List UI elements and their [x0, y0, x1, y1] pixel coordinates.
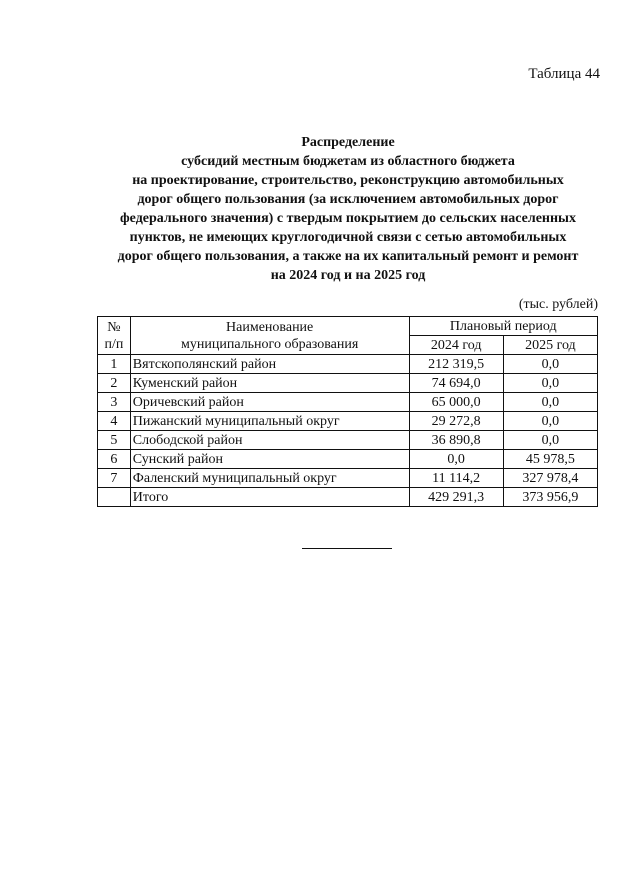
row-num: 2 [98, 374, 131, 393]
row-num: 1 [98, 355, 131, 374]
row-num: 4 [98, 412, 131, 431]
row-name: Слободской район [130, 431, 409, 450]
total-2024: 429 291,3 [409, 488, 503, 507]
row-2024: 29 272,8 [409, 412, 503, 431]
units-label: (тыс. рублей) [518, 297, 598, 312]
header-num-line1: № [107, 319, 121, 335]
header-year-2025: 2025 год [503, 336, 597, 355]
row-num: 7 [98, 469, 131, 488]
header-period: Плановый период [409, 317, 597, 336]
title-line: Распределение [301, 135, 395, 150]
row-num: 3 [98, 393, 131, 412]
row-2025: 327 978,4 [503, 469, 597, 488]
header-num-line2: п/п [104, 336, 124, 352]
row-2024: 212 319,5 [409, 355, 503, 374]
row-2024: 11 114,2 [409, 469, 503, 488]
row-2025: 0,0 [503, 412, 597, 431]
title-line: субсидий местным бюджетам из областного бюджета [181, 154, 515, 169]
row-name: Оричевский район [130, 393, 409, 412]
row-num: 5 [98, 431, 131, 450]
total-name: Итого [130, 488, 409, 507]
total-2025: 373 956,9 [503, 488, 597, 507]
row-num: 6 [98, 450, 131, 469]
table-row [98, 393, 598, 412]
row-2024: 74 694,0 [409, 374, 503, 393]
header-name [130, 317, 409, 355]
table-row [98, 450, 598, 469]
table-row [98, 469, 598, 488]
header-name-line2: муниципального образования [181, 336, 359, 352]
row-name: Вятскополянский район [130, 355, 409, 374]
row-2025: 0,0 [503, 355, 597, 374]
row-2025: 0,0 [503, 431, 597, 450]
table-row [98, 412, 598, 431]
document-title [96, 133, 600, 285]
row-2024: 0,0 [409, 450, 503, 469]
header-name-line1: Наименование [226, 319, 314, 335]
total-num [98, 488, 131, 507]
title-line: на 2024 год и на 2025 год [270, 268, 426, 283]
subsidy-table [97, 316, 598, 507]
row-2025: 0,0 [503, 393, 597, 412]
title-line: федерального значения) с твердым покрытием до сельских населенных [119, 211, 576, 226]
title-line: пунктов, не имеющих круглогодичной связи с сетью автомобильных [129, 230, 567, 245]
row-2025: 45 978,5 [503, 450, 597, 469]
title-line: дорог общего пользования (за исключением автомобильных дорог [137, 192, 559, 207]
footer-divider [302, 548, 392, 549]
row-2024: 65 000,0 [409, 393, 503, 412]
row-name: Сунский район [130, 450, 409, 469]
table-row [98, 431, 598, 450]
title-line: на проектирование, строительство, реконструкцию автомобильных [132, 173, 564, 188]
header-num [98, 317, 131, 355]
row-name: Пижанский муниципальный округ [130, 412, 409, 431]
table-row [98, 374, 598, 393]
row-2024: 36 890,8 [409, 431, 503, 450]
table-row [98, 355, 598, 374]
header-year-2024: 2024 год [409, 336, 503, 355]
table-total-row [98, 488, 598, 507]
row-name: Куменский район [130, 374, 409, 393]
title-line: дорог общего пользования, а также на их капитальный ремонт и ремонт [117, 249, 579, 264]
table-header-row [98, 317, 598, 336]
table-number: Таблица 44 [528, 66, 600, 82]
row-name: Фаленский муниципальный округ [130, 469, 409, 488]
row-2025: 0,0 [503, 374, 597, 393]
